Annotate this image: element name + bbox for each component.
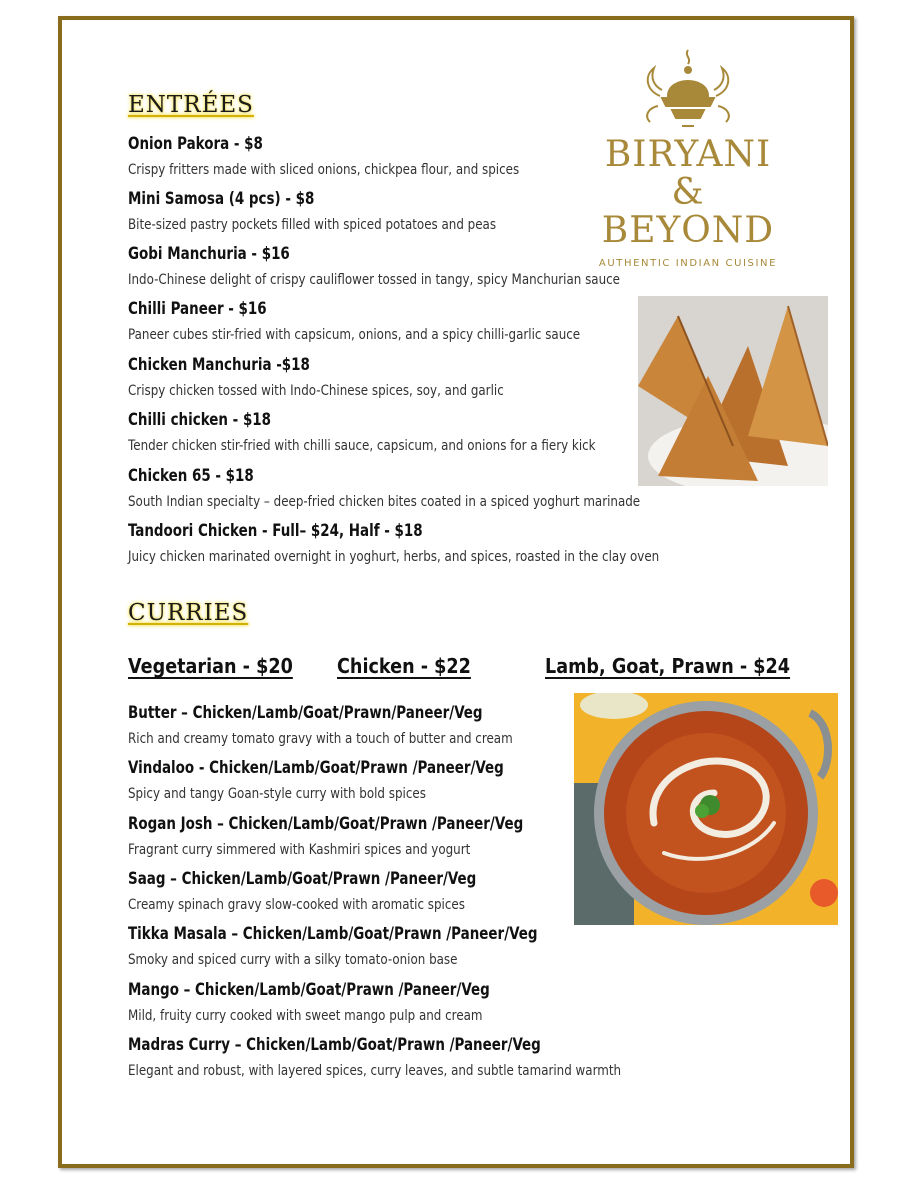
logo-line-1: BIRYANI [604, 134, 772, 175]
curry-desc: Creamy spinach gravy slow-cooked with aromatic spices [128, 897, 465, 913]
entree-desc: Crispy chicken tossed with Indo-Chinese spices, soy, and garlic [128, 383, 504, 399]
entrees-heading: ENTRÉES [128, 92, 254, 118]
curry-desc: Smoky and spiced curry with a silky tomato-onion base [128, 952, 458, 968]
restaurant-logo [583, 46, 793, 269]
curry-desc: Mild, fruity curry cooked with sweet mango pulp and cream [128, 1008, 483, 1024]
curry-desc: Rich and creamy tomato gravy with a touch of butter and cream [128, 731, 513, 747]
crown-emblem-icon [638, 46, 738, 132]
curry-name: Rogan Josh – Chicken/Lamb/Goat/Prawn /Paneer/Veg [128, 814, 524, 834]
curry-name: Saag – Chicken/Lamb/Goat/Prawn /Paneer/Veg [128, 869, 477, 889]
entree-name: Onion Pakora - $8 [128, 134, 263, 154]
entree-name: Gobi Manchuria - $16 [128, 244, 290, 264]
entree-name: Chilli Paneer - $16 [128, 299, 267, 319]
curry-desc: Spicy and tangy Goan-style curry with bold spices [128, 786, 426, 802]
curry-desc: Elegant and robust, with layered spices, curry leaves, and subtle tamarind warmth [128, 1063, 622, 1079]
entree-desc: South Indian specialty – deep-fried chicken bites coated in a spiced yoghurt marinade [128, 494, 641, 510]
curry-bowl-photo [574, 693, 838, 925]
price-column-chicken: Chicken - $22 [337, 654, 471, 678]
entree-desc: Crispy fritters made with sliced onions, chickpea flour, and spices [128, 162, 520, 178]
entree-desc: Paneer cubes stir-fried with capsicum, onions, and a spicy chilli-garlic sauce [128, 327, 581, 343]
curry-desc: Fragrant curry simmered with Kashmiri spices and yogurt [128, 842, 471, 858]
samosa-photo [638, 296, 828, 486]
curry-name: Tikka Masala – Chicken/Lamb/Goat/Prawn /Paneer/Veg [128, 924, 538, 944]
entree-name: Chicken 65 - $18 [128, 466, 254, 486]
entree-desc: Tender chicken stir-fried with chilli sauce, capsicum, and onions for a fiery kick [128, 438, 596, 454]
curry-name: Madras Curry – Chicken/Lamb/Goat/Prawn /Paneer/Veg [128, 1035, 541, 1055]
entree-desc: Bite-sized pastry pockets filled with spiced potatoes and peas [128, 217, 497, 233]
curries-heading: CURRIES [128, 600, 249, 626]
logo-line-2: & BEYOND [601, 172, 775, 251]
entree-name: Chicken Manchuria -$18 [128, 355, 310, 375]
entree-name: Mini Samosa (4 pcs) - $8 [128, 189, 315, 209]
curry-name: Mango – Chicken/Lamb/Goat/Prawn /Paneer/Veg [128, 980, 490, 1000]
entree-desc: Juicy chicken marinated overnight in yoghurt, herbs, and spices, roasted in the clay oven [128, 549, 660, 565]
price-column-lamb-goat-prawn: Lamb, Goat, Prawn - $24 [545, 654, 791, 678]
curry-name: Butter – Chicken/Lamb/Goat/Prawn/Paneer/Veg [128, 703, 483, 723]
entree-name: Chilli chicken - $18 [128, 410, 272, 430]
price-column-vegetarian: Vegetarian - $20 [128, 654, 293, 678]
curry-name: Vindaloo - Chicken/Lamb/Goat/Prawn /Paneer/Veg [128, 758, 504, 778]
entree-desc: Indo-Chinese delight of crispy cauliflower tossed in tangy, spicy Manchurian sauce [128, 272, 620, 288]
entree-name: Tandoori Chicken - Full– $24, Half - $18 [128, 521, 423, 541]
logo-tagline: AUTHENTIC INDIAN CUISINE [598, 258, 778, 269]
